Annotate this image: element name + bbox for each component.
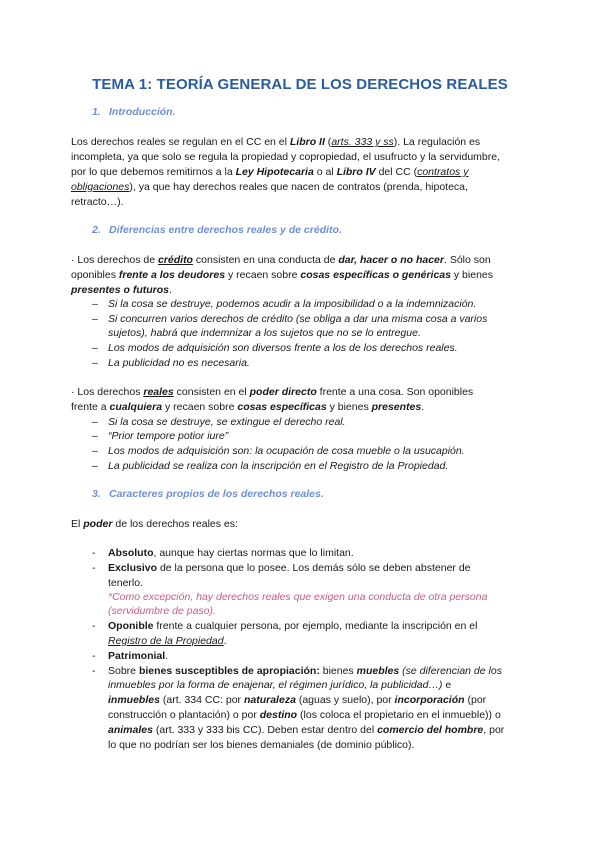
text: Los derechos reales se regulan en el CC en el — [71, 136, 290, 148]
list-bullet: – — [92, 430, 98, 442]
list-item-continuation — [108, 708, 501, 722]
text-bold-italic: Libro II — [289, 136, 325, 148]
text: consisten en el — [173, 386, 250, 398]
list-item: Si la cosa se destruye, podemos acudir a la imposibilidad o a la indemnización. — [108, 298, 477, 310]
list-bullet: – — [92, 460, 98, 472]
text-underlined: arts. 333 y ss — [331, 136, 394, 148]
text-bold-italic: naturaleza — [243, 694, 296, 706]
paragraph-line — [71, 253, 491, 267]
text-bold-italic: cualquiera — [109, 401, 163, 413]
text: y bienes — [326, 401, 372, 413]
note-line: *Como excepción, hay derechos reales que exigen una conducta de otra persona — [108, 591, 488, 603]
text: o al — [313, 166, 337, 178]
text: construcción o plantación) o por — [108, 709, 260, 721]
text-bold-italic: frente a los deudores — [118, 269, 226, 281]
paragraph-line — [71, 268, 493, 282]
text: de los derechos reales es: — [112, 518, 238, 530]
text: . — [169, 284, 172, 296]
text-bold-italic: animales — [108, 724, 153, 736]
text-underlined: contratos y — [417, 166, 469, 178]
text-bold: Exclusivo — [108, 562, 158, 574]
list-item-sobre-bienes — [108, 664, 502, 678]
list-item: La publicidad no es necesaria. — [108, 357, 250, 369]
section-number: 3. — [92, 488, 101, 500]
section-title: Introducción. — [109, 106, 176, 118]
text-bold-italic: cosas específicas o genéricas — [300, 269, 451, 281]
text: consisten en una conducta de — [192, 254, 339, 266]
text: . — [165, 650, 169, 662]
text: del CC ( — [375, 166, 418, 178]
list-dash: - — [92, 547, 96, 559]
list-item-continuation — [108, 634, 227, 648]
paragraph-line — [71, 283, 172, 297]
section-title: Caracteres propios de los derechos reales. — [109, 488, 324, 500]
text: · Los derechos de — [71, 254, 158, 266]
list-bullet: – — [92, 313, 98, 325]
list-item-continuation: tenerlo. — [108, 577, 144, 589]
text: , aunque hay ciertas normas que lo limitan. — [153, 547, 354, 559]
text: (aguas y suelo), por — [295, 694, 395, 706]
list-item: Si la cosa se destruye, se extingue el derecho real. — [108, 416, 346, 428]
list-item: sujetos), habrá que indemnizar a los sujetos que no se lo entregue. — [108, 327, 421, 339]
text: El — [71, 518, 84, 530]
list-item: Los modos de adquisición son: la ocupación de cosa mueble o la usucapión. — [108, 445, 465, 457]
list-dash: - — [92, 650, 96, 662]
text: frente a — [71, 401, 110, 413]
paragraph-line — [71, 385, 473, 399]
text: . — [421, 401, 425, 413]
list-item: La publicidad se realiza con la inscripción en el Registro de la Propiedad. — [108, 460, 449, 472]
list-dash: - — [92, 665, 96, 677]
section-number: 2. — [92, 224, 101, 236]
section-heading-caracteres — [92, 488, 324, 500]
text-bold: Absoluto — [108, 547, 154, 559]
text-italic: inmuebles por la forma de enajenar, el régimen jurídico, la publicidad…) — [108, 679, 443, 691]
text: . — [223, 635, 227, 647]
text-bold-italic: cosas específicas — [237, 401, 327, 413]
paragraph-line — [71, 180, 468, 194]
section-number: 1. — [92, 106, 101, 118]
list-bullet: – — [92, 416, 98, 428]
text: e — [442, 679, 452, 691]
list-dash: - — [92, 620, 96, 632]
list-item-absoluto — [108, 546, 354, 560]
text: , por — [483, 724, 505, 736]
text-bold-italic: Libro IV — [336, 166, 376, 178]
text-bold-italic: presentes — [371, 401, 422, 413]
text-bold-italic: incorporación — [394, 694, 465, 706]
text: por lo que debemos remitirnos a la — [71, 166, 236, 178]
list-bullet: – — [92, 357, 98, 369]
text: (los coloca el propietario en el inmueble)) o — [297, 709, 501, 721]
list-bullet: – — [92, 342, 98, 354]
paragraph-line — [71, 165, 468, 179]
document-title: TEMA 1: TEORÍA GENERAL DE LOS DERECHOS REALES — [92, 76, 508, 93]
text: ). La regulación es — [393, 136, 481, 148]
list-item-oponible — [108, 619, 477, 633]
text: · Los derechos — [71, 386, 144, 398]
text: y recaen sobre — [225, 269, 301, 281]
text: bienes — [319, 665, 357, 677]
text: y bienes — [450, 269, 493, 281]
list-item-continuation: lo que no podrían ser los bienes demaniales (de dominio público). — [108, 739, 415, 751]
text: ), ya que hay derechos reales que nacen de contratos (prenda, hipoteca, — [129, 181, 468, 193]
text-bold-italic: poder — [83, 518, 113, 530]
text-bold-italic: inmuebles — [108, 694, 160, 706]
section-heading-introduccion — [92, 106, 176, 118]
text-italic: (se diferencian de los — [399, 665, 502, 677]
text-bold-italic: dar, hacer o no hacer — [338, 254, 444, 266]
paragraph-line — [71, 400, 424, 414]
text-underlined: obligaciones — [71, 181, 130, 193]
text: (art. 334 CC: por — [159, 694, 244, 706]
text: oponibles — [71, 269, 119, 281]
text: . Sólo son — [443, 254, 491, 266]
text: frente a cualquier persona, por ejemplo, mediante la inscripción en el — [153, 620, 478, 632]
list-dash: - — [92, 562, 96, 574]
list-item-continuation — [108, 693, 486, 707]
list-item: “Prior tempore potior iure” — [108, 430, 229, 442]
text-bold-italic: Ley Hipotecaria — [235, 166, 314, 178]
list-item-continuation — [108, 678, 451, 692]
text-bold-italic: presentes o futuros — [71, 284, 170, 296]
text-bold-italic: comercio del hombre — [377, 724, 484, 736]
text-bold-italic: destino — [259, 709, 298, 721]
text-bold-italic: crédito — [157, 254, 193, 266]
section-title: Diferencias entre derechos reales y de crédito. — [109, 224, 342, 236]
text-bold: Patrimonial — [108, 650, 166, 662]
list-bullet: – — [92, 298, 98, 310]
text: ( — [324, 136, 332, 148]
list-bullet: – — [92, 445, 98, 457]
text: de la persona que lo posee. Los demás sólo se deben abstener de — [157, 562, 471, 574]
text-bold-italic: muebles — [356, 665, 400, 677]
text-bold: Oponible — [108, 620, 154, 632]
text: y recaen sobre — [162, 401, 238, 413]
text: Sobre — [108, 665, 139, 677]
text-underlined: Registro de la Propiedad — [108, 635, 224, 647]
paragraph-line: incompleta, ya que solo se regula la propiedad y copropiedad, el usufructo y la servidumbre, — [71, 151, 500, 163]
text: (por — [464, 694, 487, 706]
list-item: Los modos de adquisición son diversos frente a los de los derechos reales. — [108, 342, 458, 354]
text-bold: bienes susceptibles de apropiación: — [138, 665, 320, 677]
paragraph-line — [71, 517, 238, 531]
list-item-patrimonial — [108, 649, 168, 663]
text-bold-italic: reales — [143, 386, 174, 398]
text: (art. 333 y 333 bis CC). Deben estar dentro del — [152, 724, 378, 736]
list-item-exclusivo — [108, 561, 471, 575]
list-item: Si concurren varios derechos de crédito (se obliga a dar una misma cosa a varios — [108, 313, 488, 325]
paragraph-line: retracto…). — [71, 196, 124, 208]
section-heading-diferencias — [92, 224, 342, 236]
text: frente a una cosa. Son oponibles — [316, 386, 474, 398]
list-item-continuation — [108, 723, 504, 737]
note-line: (servidumbre de paso). — [108, 605, 216, 617]
paragraph-line — [71, 135, 480, 149]
text-bold-italic: poder directo — [249, 386, 317, 398]
